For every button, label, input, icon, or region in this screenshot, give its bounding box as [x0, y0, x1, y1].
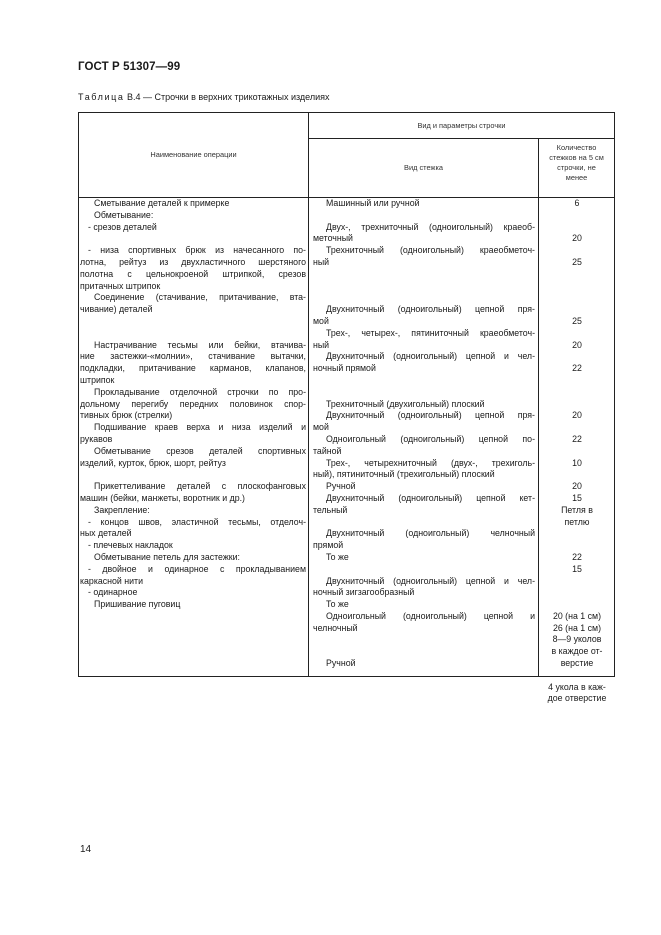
count-line: 25: [572, 256, 582, 267]
operation-line: - низа спортивных брюк из начесанного по-: [88, 245, 306, 256]
stitch-line: Машинный или ручной: [326, 198, 420, 208]
stitch-line: Трехниточный (двухигольный) плоский: [326, 398, 485, 409]
operation-line: Пришивание пуговиц: [94, 599, 181, 610]
operation-line: подкладки, притачивание карманов, клапанов,: [80, 363, 306, 374]
stitch-line: тельный: [313, 504, 348, 515]
count-line: [541, 304, 613, 316]
stitch-line: Двухниточный (одноигольный) цепной пря-: [326, 304, 535, 315]
count-line: [541, 281, 613, 293]
column-divider-2: [538, 138, 539, 677]
header-operation: Наименование операции: [150, 150, 237, 159]
count-line: [541, 269, 613, 281]
stitch-line: Двухниточный (одноигольный) цепной и чел-: [326, 351, 535, 362]
page-number: 14: [80, 844, 92, 855]
count-line: 20 (на 1 см): [552, 610, 602, 621]
count-line: 26 (на 1 см): [552, 622, 602, 633]
operation-line: ние застежки-«молнии», стачивание вытачки,: [80, 351, 306, 362]
stitch-line: [313, 646, 535, 658]
count-line: Петля в: [561, 504, 593, 515]
count-line: верстие: [560, 658, 594, 669]
operation-line: каркасной нити: [80, 575, 143, 586]
stitch-line: Двухниточный (одноигольный) челночный: [326, 528, 535, 539]
operation-line: машин (бейки, манжеты, воротник и др.): [80, 492, 245, 503]
operation-line: [80, 316, 306, 328]
count-line: [541, 540, 613, 552]
stitch-line: челночный: [313, 622, 358, 633]
count-line: [541, 375, 613, 387]
count-line: 10: [572, 457, 582, 468]
header-count-line: строчки, не: [557, 163, 596, 172]
count-line: [541, 670, 613, 682]
table-caption: [78, 92, 330, 102]
stitch-line: [313, 564, 535, 576]
stitch-line: [313, 281, 535, 293]
operation-line: - концов швов, эластичной тесьмы, отделоч-: [88, 516, 306, 527]
operation-line: лотна, рейтуз из двухластичного шерстяного: [80, 256, 306, 267]
subheader-rule: [308, 138, 615, 139]
header-count-line: Количество: [556, 143, 597, 152]
stitch-line: [313, 375, 535, 387]
stitch-line: Двух-, трехниточный (одноигольный) краеоб-: [326, 221, 535, 232]
stitch-count-column: [541, 198, 613, 705]
operation-line: штрипок: [80, 374, 115, 385]
stitch-line: Двухниточный (одноигольный) цепной кет-: [326, 492, 535, 503]
stitch-line: мой: [313, 315, 329, 326]
count-line: 8—9 уколов: [552, 634, 602, 645]
stitch-line: Трех-, четырех-, пятиниточный краеобметоч-: [326, 327, 535, 338]
stitch-line: Ручной: [326, 481, 356, 492]
operation-column: [80, 198, 306, 611]
stitch-line: [313, 210, 535, 222]
count-line: [541, 599, 613, 611]
operation-line: - срезов деталей: [88, 221, 157, 232]
stitch-line: ный), пятиниточный (трехигольный) плоский: [313, 469, 495, 480]
stitch-line: меточный: [313, 233, 353, 244]
count-line: [541, 292, 613, 304]
stitch-line: ный: [313, 339, 330, 350]
count-line: [541, 446, 613, 458]
stitch-line: Ручной: [326, 658, 356, 669]
stitch-line: Одноигольный (одноигольный) цепной по-: [326, 433, 535, 444]
count-line: 22: [572, 363, 582, 374]
stitch-line: Двухниточный (одноигольный) цепной и чел-: [326, 575, 535, 586]
count-line: [541, 328, 613, 340]
count-line: [541, 399, 613, 411]
count-line: [541, 210, 613, 222]
stitch-line: То же: [326, 599, 349, 610]
stitch-line: То же: [326, 551, 349, 562]
operation-line: Обметывание петель для застежки:: [94, 551, 240, 562]
operation-line: Соединение (стачивание, притачивание, вта-: [94, 292, 306, 303]
stitch-line: [313, 517, 535, 529]
count-line: 15: [572, 563, 582, 574]
count-line: [541, 387, 613, 399]
header-stitch-group: Вид и параметры строчки: [417, 121, 506, 130]
operation-line: изделий, курток, брюк, шорт, рейтуз: [80, 457, 226, 468]
caption-lead: Таблица: [78, 92, 125, 102]
operation-line: Обметывание срезов деталей спортивных: [94, 445, 306, 456]
operation-line: Сметывание деталей к примерке: [94, 198, 230, 208]
operation-line: [80, 328, 306, 340]
count-line: [541, 351, 613, 363]
operation-line: дольному перегибу передних половинок спор-: [80, 398, 306, 409]
stitch-line: [313, 292, 535, 304]
table-bottom-border: [78, 676, 615, 677]
operation-line: Настрачивание тесьмы или бейки, втачива-: [94, 339, 306, 350]
count-line: 20: [572, 410, 582, 421]
operation-line: притачных штрипок: [80, 280, 161, 291]
count-line: 25: [572, 315, 582, 326]
operation-line: - двойное и одинарное с прокладыванием: [88, 563, 306, 574]
count-line: [541, 576, 613, 588]
count-line: [541, 422, 613, 434]
operation-line: Закрепление:: [94, 504, 150, 515]
header-stitch-type: Вид стежка: [404, 163, 443, 172]
operation-line: [80, 233, 306, 245]
stitch-line: [313, 387, 535, 399]
count-line: [541, 528, 613, 540]
count-line: 20: [572, 481, 582, 492]
stitch-line: ночный прямой: [313, 363, 376, 374]
count-line: [541, 469, 613, 481]
stitch-line: ный: [313, 256, 330, 267]
count-line: [541, 222, 613, 234]
header-count: [539, 143, 614, 183]
operation-line: Обметывание:: [94, 209, 154, 220]
operation-line: Прокладывание отделочной строчки по про-: [94, 386, 306, 397]
count-line: [541, 587, 613, 599]
stitch-line: Трехниточный (одноигольный) краеобметоч-: [326, 245, 535, 256]
operation-line: тивных брюк (стрелки): [80, 410, 173, 421]
operation-line: рукавов: [80, 433, 113, 444]
count-line: 20: [572, 233, 582, 244]
count-line: [541, 245, 613, 257]
stitch-line: прямой: [313, 540, 344, 551]
count-line: 4 укола в каж-: [548, 681, 606, 692]
count-line: 22: [572, 551, 582, 562]
stitch-line: ночный зигзагообразный: [313, 587, 415, 598]
count-line: 20: [572, 339, 582, 350]
standard-code: ГОСТ Р 51307—99: [78, 61, 181, 73]
stitch-line: тайной: [313, 445, 342, 456]
stitch-line: Двухниточный (одноигольный) цепной пря-: [326, 410, 535, 421]
operation-line: Подшивание краев верха и низа изделий и: [94, 422, 306, 433]
stitch-line: [313, 269, 535, 281]
operation-line: чивание) деталей: [80, 304, 153, 315]
count-line: дое отверстие: [547, 693, 607, 704]
count-line: в каждое от-: [551, 646, 603, 657]
table-top-border: [78, 112, 615, 113]
count-line: 22: [572, 433, 582, 444]
stitch-line: Одноигольный (одноигольный) цепной и: [326, 610, 535, 621]
count-line: петлю: [564, 516, 590, 527]
operation-line: полотна с цельнокроеной штрипкой, срезов: [80, 268, 306, 279]
stitch-line: мой: [313, 422, 329, 433]
operation-line: [80, 469, 306, 481]
operation-line: - плечевых накладок: [88, 540, 173, 551]
column-divider-1: [308, 112, 309, 677]
operation-line: ных деталей: [80, 528, 132, 539]
stitch-line: [313, 634, 535, 646]
count-line: 6: [574, 198, 580, 208]
caption-text: В.4 — Строчки в верхних трикотажных изделиях: [127, 92, 330, 102]
header-count-line: стежков на 5 см: [549, 153, 604, 162]
count-line: 15: [572, 492, 582, 503]
operation-line: Прикеттеливание деталей с плоскофанговых: [94, 481, 306, 492]
operation-line: - одинарное: [88, 587, 138, 598]
header-count-line: менее: [565, 173, 588, 182]
stitch-line: Трех-, четырехниточный (двух-, трехиголь-: [326, 457, 535, 468]
stitch-type-column: [313, 198, 535, 670]
